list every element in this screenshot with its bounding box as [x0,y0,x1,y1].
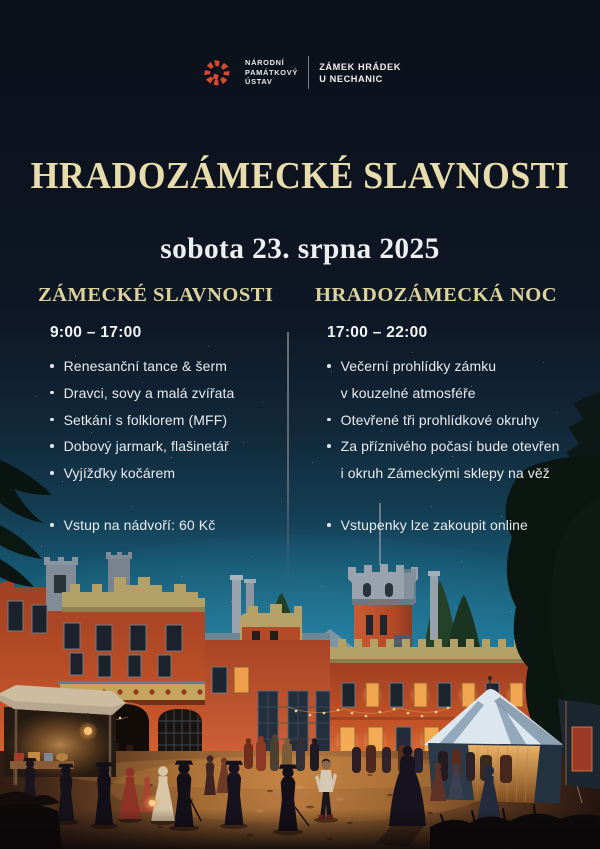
list-item: Vyjížďky kočárem [50,460,286,487]
list-item: Dobový jarmark, flašinetář [50,433,286,460]
bullet-dot [50,471,54,475]
column-divider [287,332,289,584]
npu-rosette-icon [199,57,235,89]
logo-site-name: ZÁMEK HRÁDEK U NECHANIC [319,61,401,84]
night-time-range: 17:00 – 22:00 [327,324,428,341]
poster-date: sobota 23. srpna 2025 [160,231,440,265]
day-item-list [38,353,286,539]
bullet-dot [327,523,331,527]
night-ticket-note: Vstupenky lze zakoupit online [327,512,577,539]
bullet-dot [327,444,331,448]
program-day-column [38,283,286,539]
list-item: Za příznivého počasí bude otevřen i okruh Zámeckými sklepy na věž [327,433,577,487]
day-price-note: Vstup na nádvoří: 60 Kč [50,512,286,539]
list-item: Dravci, sovy a malá zvířata [50,380,286,407]
star-field [0,0,1,1]
list-item: Večerní prohlídky zámku v kouzelné atmosféře [327,353,577,407]
logo-divider [308,56,309,89]
day-time-range: 9:00 – 17:00 [50,324,142,341]
bullet-dot [50,391,54,395]
night-item-list [315,353,577,539]
bullet-dot [327,364,331,368]
logo-lockup [0,56,600,89]
list-item: Setkání s folklorem (MFF) [50,407,286,434]
bullet-dot [50,364,54,368]
list-item: Renesanční tance & šerm [50,353,286,380]
bullet-dot [50,418,54,422]
list-item: Otevřené tři prohlídkové okruhy [327,407,577,434]
logo-org-name: NÁRODNÍ PAMÁTKOVÝ ÚSTAV [245,58,299,87]
bullet-dot [50,444,54,448]
bullet-dot [327,418,331,422]
night-heading: HRADOZÁMECKÁ NOC [315,284,558,306]
program-night-column [315,283,577,539]
poster-title: HRADOZÁMECKÉ SLAVNOSTI [30,155,570,198]
bullet-dot [50,523,54,527]
day-heading: ZÁMECKÉ SLAVNOSTI [38,284,274,306]
